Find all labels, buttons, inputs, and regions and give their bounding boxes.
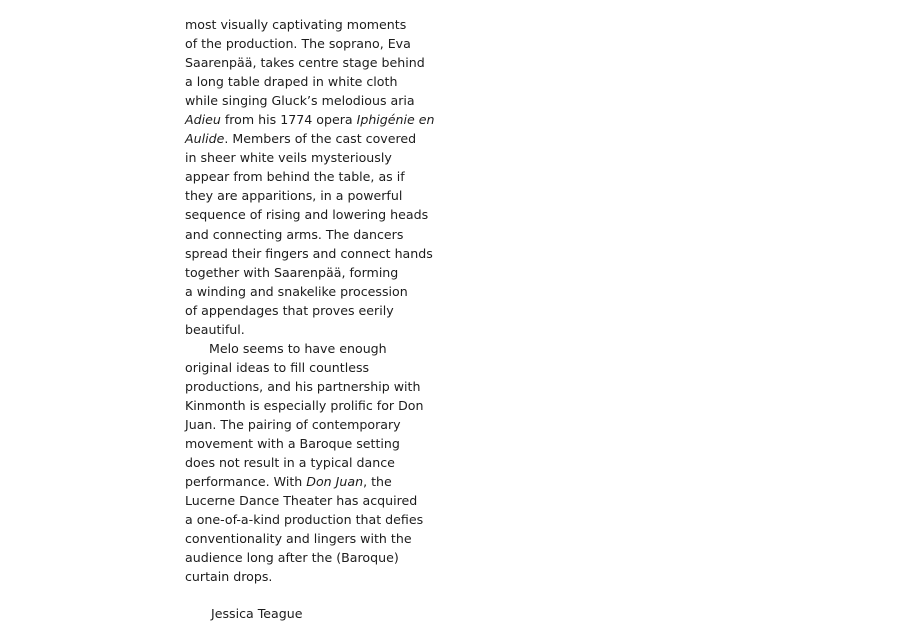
- text-run: from his 1774 opera: [220, 112, 357, 128]
- text-line: movement with a Baroque setting: [185, 436, 400, 452]
- text-line: audience long after the (Baroque): [185, 550, 399, 566]
- text-line: a long table draped in white cloth: [185, 74, 398, 90]
- text-line: together with Saarenpää, forming: [185, 264, 399, 280]
- text-line: curtain drops.: [185, 569, 273, 585]
- text-run: performance. With: [185, 474, 307, 490]
- text-line: appear from behind the table, as if: [185, 169, 405, 185]
- text-line: Juan. The pairing of contemporary: [185, 416, 401, 432]
- production-title: Don Juan: [306, 474, 364, 490]
- text-line: while singing Gluck’s melodious aria: [185, 93, 415, 109]
- text-line: of appendages that proves eerily: [185, 302, 394, 318]
- aria-title: Adieu: [185, 112, 221, 128]
- text-line: Lucerne Dance Theater has acquired: [185, 493, 418, 509]
- text-line: [185, 129, 425, 148]
- text-line: [185, 110, 435, 129]
- text-line: in sheer white veils mysteriously: [185, 150, 392, 166]
- paragraph-performance: [185, 15, 435, 339]
- text-line: Melo seems to have enough: [209, 340, 387, 356]
- text-line: Saarenpää, takes centre stage behind: [185, 55, 425, 71]
- author-name: Jessica Teague: [211, 606, 303, 622]
- text-line: of the production. The soprano, Eva: [185, 36, 411, 52]
- text-line: does not result in a typical dance: [185, 455, 395, 471]
- text-line: they are apparitions, in a powerful: [185, 188, 403, 204]
- text-line: productions, and his partnership with: [185, 378, 421, 394]
- text-line: spread their fingers and connect hands: [185, 245, 433, 261]
- text-line: a winding and snakelike procession: [185, 283, 408, 299]
- text-line: and connecting arms. The dancers: [185, 226, 404, 242]
- text-line: Kinmonth is especially prolific for Don: [185, 397, 424, 413]
- article-column: [185, 15, 435, 623]
- text-line: beautiful.: [185, 321, 245, 337]
- text-line: [185, 472, 425, 491]
- text-line: most visually captivating moments: [185, 17, 407, 32]
- text-run: . Members of the cast covered: [224, 131, 417, 147]
- text-run: , the: [363, 474, 392, 490]
- text-line: conventionality and lingers with the: [185, 531, 412, 547]
- spacer: [185, 586, 425, 604]
- paragraph-conclusion: [185, 339, 425, 587]
- text-line: original ideas to fill countless: [185, 359, 370, 375]
- opera-title-cont: Aulide: [185, 131, 225, 147]
- text-line: sequence of rising and lowering heads: [185, 207, 429, 223]
- opera-title: Iphigénie en: [356, 112, 435, 128]
- text-line: a one-of-a-kind production that defies: [185, 512, 424, 528]
